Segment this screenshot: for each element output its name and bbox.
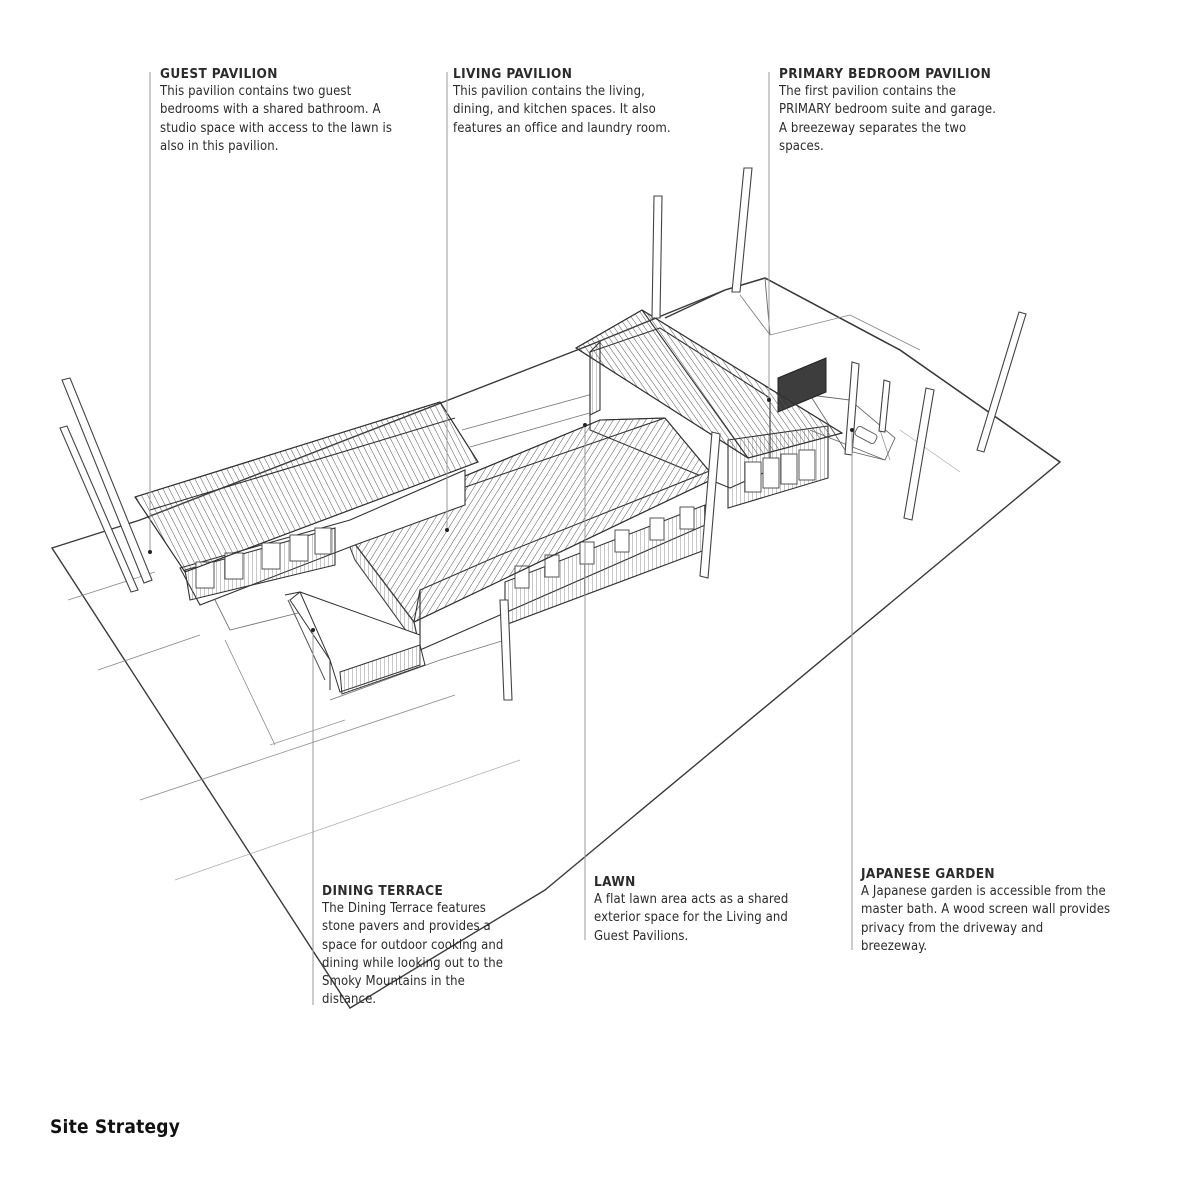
living-pavilion-body: This pavilion contains the living, dining, and kitchen spaces. It also features an office and laundry room.: [453, 84, 671, 136]
japanese-garden-note: [861, 865, 1151, 956]
living-pavilion-heading: LIVING PAVILION: [453, 66, 573, 82]
japanese-garden-body: A Japanese garden is accessible from the master bath. A wood screen wall provides privacy from the driveway and breezeway.: [861, 884, 1111, 954]
page-title: Site Strategy: [50, 1116, 181, 1138]
lawn-heading: LAWN: [594, 874, 636, 890]
primary-bedroom-pavilion-heading: PRIMARY BEDROOM PAVILION: [779, 66, 992, 82]
guest-pavilion-heading: GUEST PAVILION: [160, 66, 278, 82]
guest-pavilion-body: This pavilion contains two guest bedrooms with a shared bathroom. A studio space with access to the lawn is also in this pavilion.: [160, 84, 393, 154]
guest-pavilion-note: [160, 65, 430, 156]
dining-terrace-heading: DINING TERRACE: [322, 883, 444, 899]
living-pavilion-note: [453, 65, 723, 138]
lawn-note: [594, 873, 824, 946]
dining-terrace-body: The Dining Terrace features stone pavers and provides a space for outdoor cooking and dining while looking out to the Smoky Mountains in the distance.: [322, 901, 504, 1008]
dining-terrace-note: [322, 882, 542, 1009]
lawn-body: A flat lawn area acts as a shared exterior space for the Living and Guest Pavilions.: [594, 892, 789, 944]
primary-bedroom-pavilion-note: [779, 65, 1039, 156]
japanese-garden-heading: JAPANESE GARDEN: [861, 866, 995, 882]
primary-bedroom-pavilion-body: The first pavilion contains the PRIMARY bedroom suite and garage. A breezeway separates the two spaces.: [779, 84, 997, 154]
